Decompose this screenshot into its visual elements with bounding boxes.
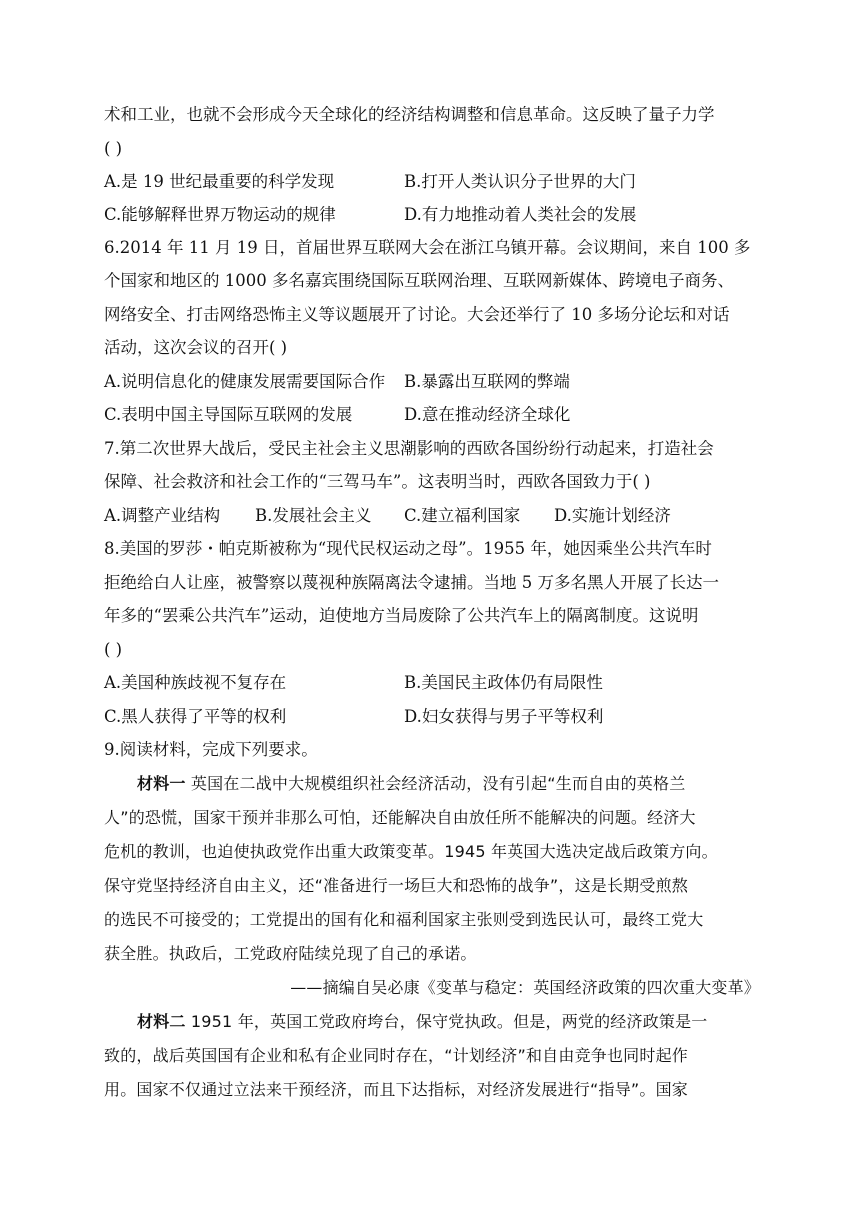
material-one-line: 获全胜。执政后，工党政府陆续兑现了自己的承诺。 [104, 944, 477, 963]
material-one-line [137, 772, 760, 796]
q8-option-d: D.妇女获得与男子平等权利 [404, 707, 604, 726]
material-two-text: 1951 年，英国工党政府垮台，保守党执政。但是，两党的经济政策是一 [190, 1012, 708, 1031]
q6-stem-line: 个国家和地区的 1000 多名嘉宾围绕国际互联网治理、互联网新媒体、跨境电子商务、 [104, 271, 734, 290]
q6-option-a: A.说明信息化的健康发展需要国际合作 [104, 372, 386, 391]
q6-option-b: B.暴露出互联网的弊端 [404, 372, 570, 391]
q5-option-d: D.有力地推动着人类社会的发展 [404, 205, 637, 224]
q5-option-b: B.打开人类认识分子世界的大门 [404, 172, 636, 191]
material-two-line [137, 1010, 760, 1034]
q7-option-c: C.建立福利国家 [404, 506, 521, 525]
material-two-line: 致的，战后英国国有企业和私有企业同时存在，“计划经济”和自由竞争也同时起作 [104, 1046, 688, 1065]
q6-stem-line: 6.2014 年 11 月 19 日，首届世界互联网大会在浙江乌镇开幕。会议期间，来自 100 多 [104, 238, 751, 257]
q6-stem-line: 网络安全、打击网络恐怖主义等议题展开了讨论。大会还举行了 10 多场分论坛和对话 [104, 305, 730, 324]
q7-option-d: D.实施计划经济 [554, 506, 671, 525]
q5-stem-line: 术和工业，也就不会形成今天全球化的经济结构调整和信息革命。这反映了量子力学 [104, 105, 715, 124]
q8-option-c: C.黑人获得了平等的权利 [104, 707, 287, 726]
q8-option-b: B.美国民主政体仍有局限性 [404, 673, 603, 692]
material-one-text: 英国在二战中大规模组织社会经济活动，没有引起“生而自由的英格兰 [190, 774, 686, 793]
material-one-line: 危机的教训，也迫使执政党作出重大政策变革。1945 年英国大选决定战后政策方向。 [104, 842, 718, 861]
q7-stem-line: 7.第二次世界大战后，受民主社会主义思潮影响的西欧各国纷纷行动起来，打造社会 [104, 439, 714, 458]
q8-answer-bracket: ( ) [104, 640, 123, 659]
q5-option-c: C.能够解释世界万物运动的规律 [104, 205, 336, 224]
material-one-line: 保守党坚持经济自由主义，还“准备进行一场巨大和恐怖的战争”，这是长期受煎熬 [104, 876, 688, 895]
material-one-label: 材料一 [137, 774, 186, 793]
q8-stem-line: 年多的“罢乘公共汽车”运动，迫使地方当局废除了公共汽车上的隔离制度。这说明 [104, 606, 699, 625]
q8-option-a: A.美国种族歧视不复存在 [104, 673, 287, 692]
material-one-source: ——摘编自吴必康《变革与稳定：英国经济政策的四次重大变革》 [290, 978, 760, 997]
q5-answer-bracket: ( ) [104, 139, 123, 158]
material-one-line: 人”的恐慌，国家干预并非那么可怕，还能解决自由放任所不能解决的问题。经济大 [104, 808, 696, 827]
q7-option-a: A.调整产业结构 [104, 506, 221, 525]
q8-stem-line: 8.美国的罗莎・帕克斯被称为“现代民权运动之母”。1955 年，她因乘坐公共汽车时 [104, 539, 712, 558]
q6-stem-line: 活动，这次会议的召开( ) [104, 338, 288, 357]
q6-option-d: D.意在推动经济全球化 [404, 405, 571, 424]
material-one-line: 的选民不可接受的；工党提出的国有化和福利国家主张则受到选民认可，最终工党大 [104, 910, 704, 929]
material-two-line: 用。国家不仅通过立法来干预经济，而且下达指标，对经济发展进行“指导”。国家 [104, 1080, 688, 1099]
q5-option-a: A.是 19 世纪最重要的科学发现 [104, 172, 335, 191]
q6-option-c: C.表明中国主导国际互联网的发展 [104, 405, 353, 424]
q7-stem-line: 保障、社会救济和社会工作的“三驾马车”。这表明当时，西欧各国致力于( ) [104, 472, 651, 491]
q7-option-b: B.发展社会主义 [255, 506, 372, 525]
material-two-label: 材料二 [137, 1012, 186, 1031]
q9-intro: 9.阅读材料，完成下列要求。 [104, 740, 318, 759]
q8-stem-line: 拒绝给白人让座，被警察以蔑视种族隔离法令逮捕。当地 5 万多名黑人开展了长达一 [104, 573, 719, 592]
